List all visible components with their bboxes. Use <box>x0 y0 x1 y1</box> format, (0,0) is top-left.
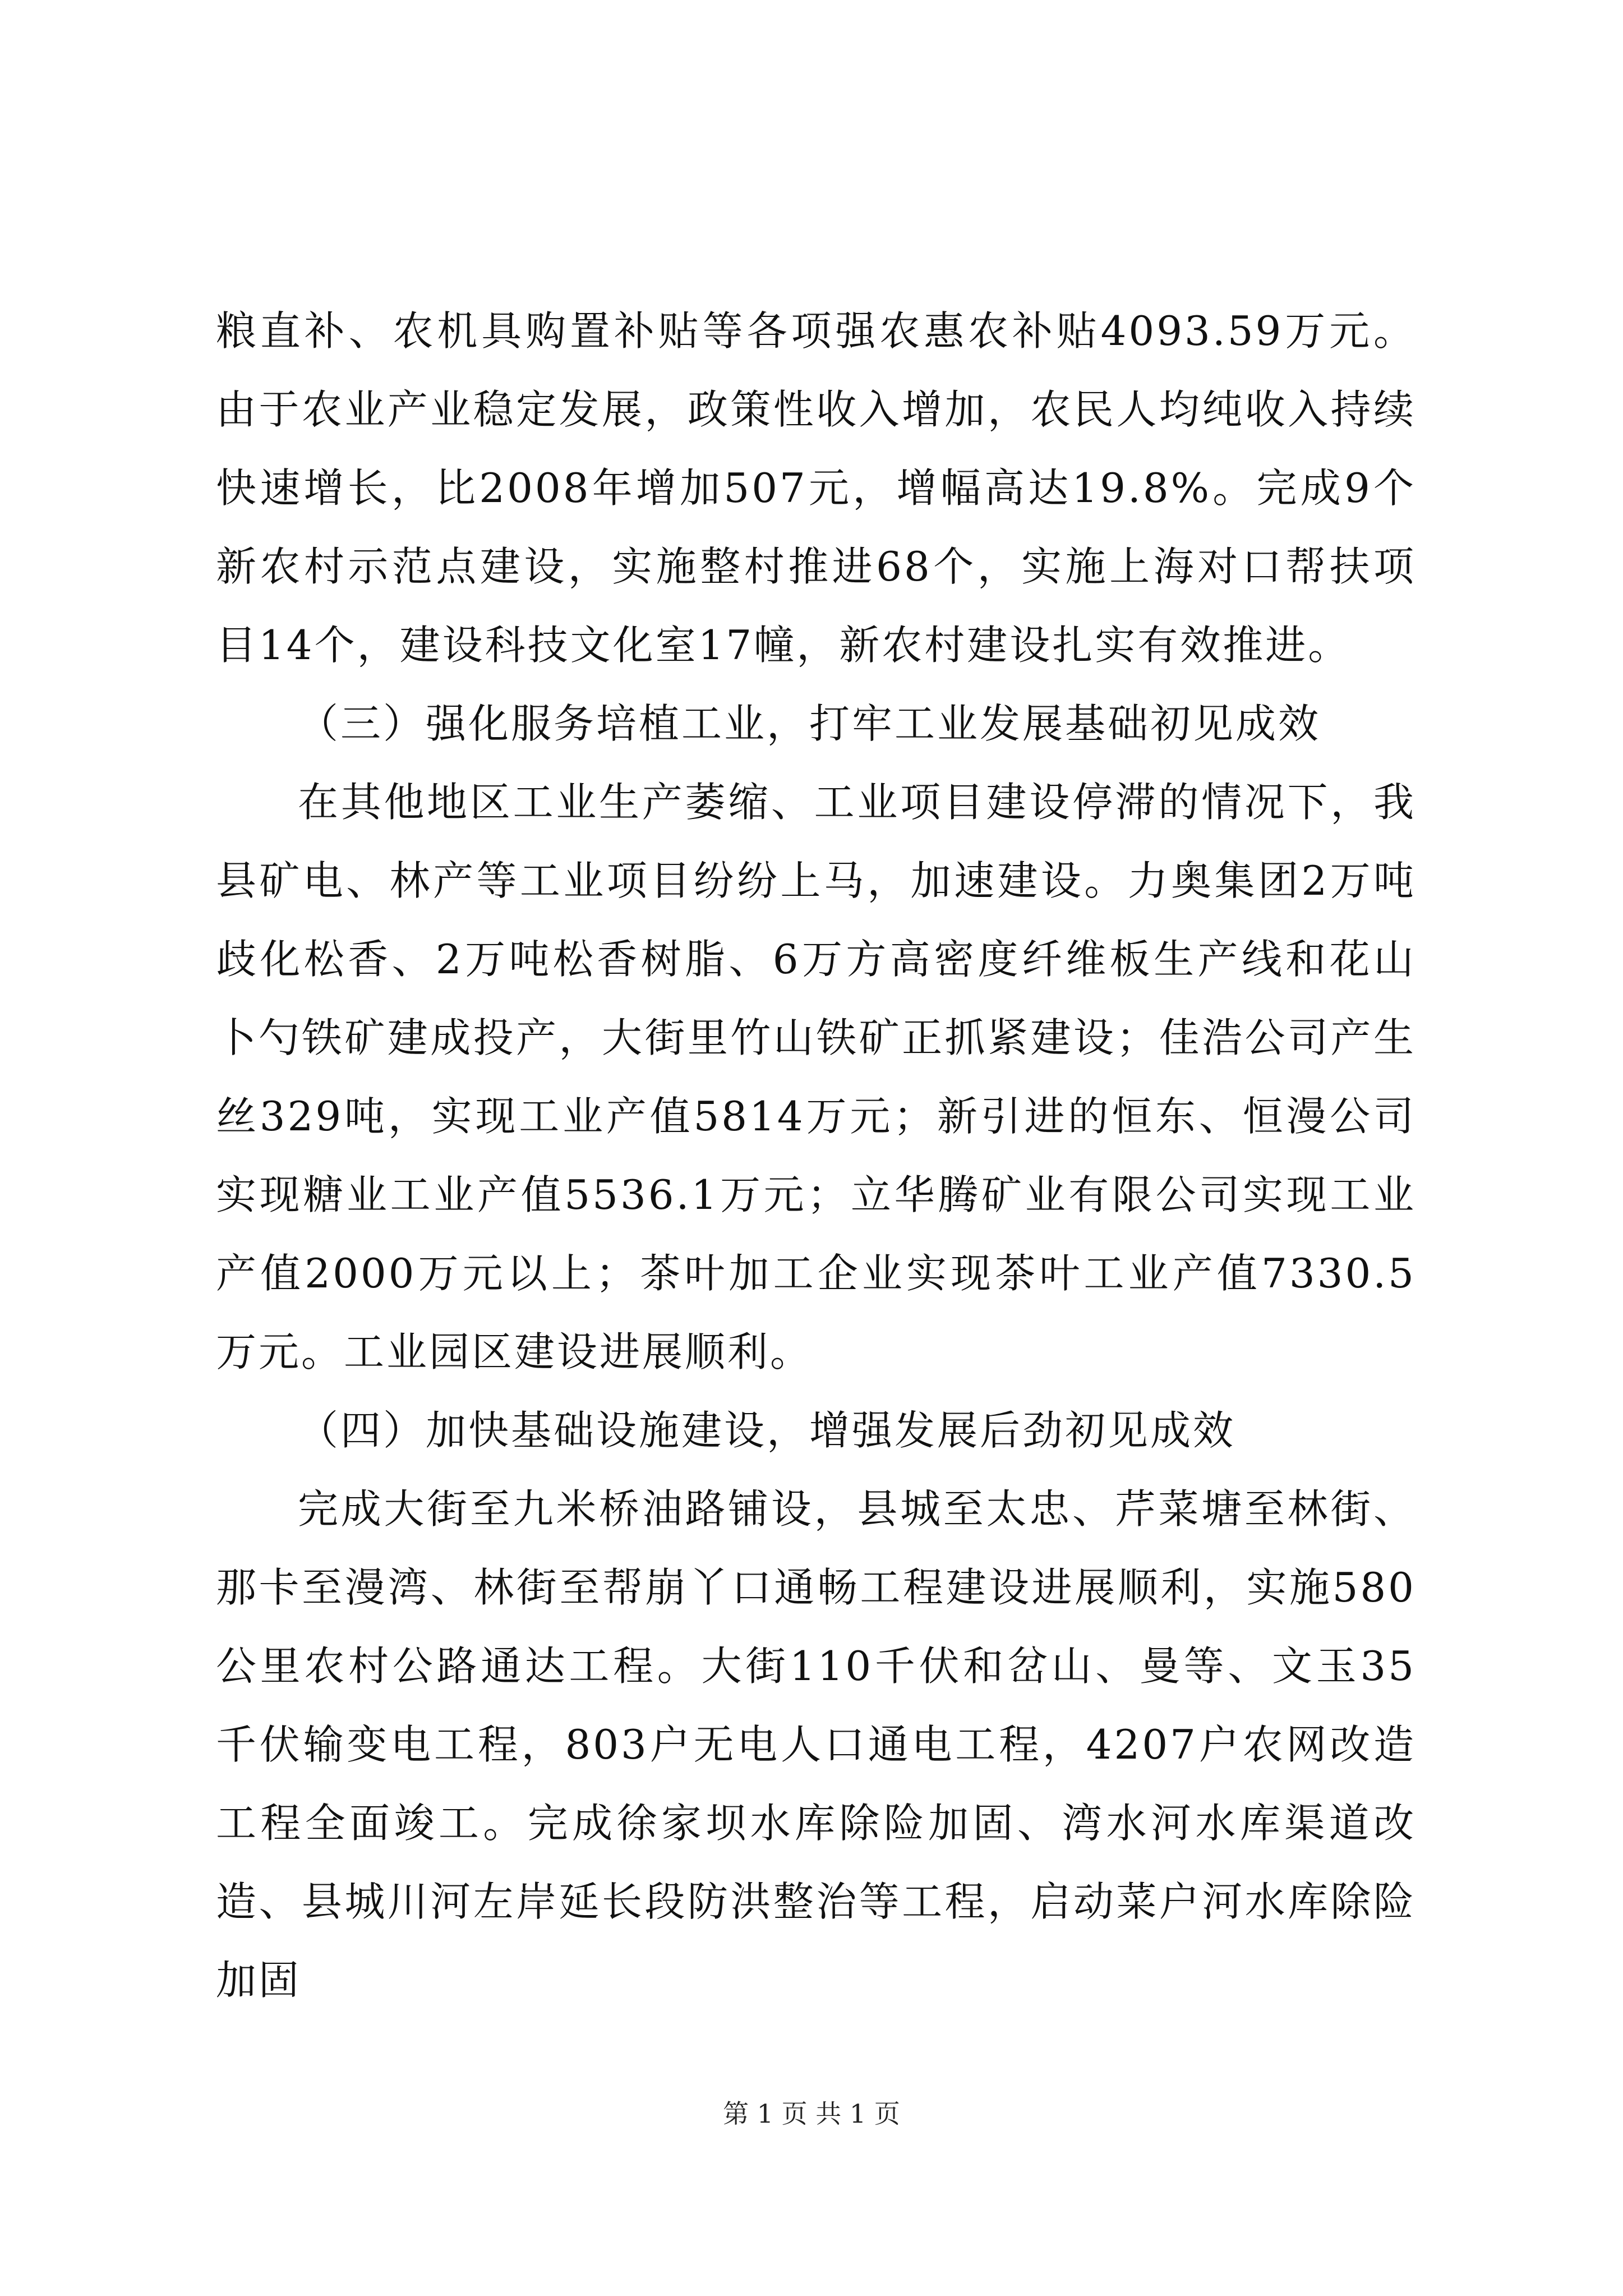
section-heading-3: （三）强化服务培植工业，打牢工业发展基础初见成效 <box>298 700 1321 747</box>
paragraph-infrastructure: 完成大街至九米桥油路铺设，县城至太忠、芹菜塘至林街、那卡至漫湾、林街至帮崩丫口通畅工程建设进展顺利，实施580公里农村公路通达工程。大街110千伏和岔山、曼等、文玉35千伏输变电工程，803户无电人口通电工程，4207户农网改造工程全面竣工。完成徐家坝水库除险加固、湾水河水库渠道改造、县城川河左岸延长段防洪整治等工程，启动菜户河水库除险加固 <box>216 1485 1416 2004</box>
section-heading-4: （四）加快基础设施建设，增强发展后劲初见成效 <box>298 1407 1236 1454</box>
page-footer: 第 1 页 共 1 页 <box>723 2099 900 2129</box>
paragraph-subsidies: 粮直补、农机具购置补贴等各项强农惠农补贴4093.59万元。由于农业产业稳定发展，政策性收入增加，农民人均纯收入持续快速增长，比2008年增加507元，增幅高达19.8%。完成9个新农村示范点建设，实施整村推进68个，实施上海对口帮扶项目14个，建设科技文化室17幢，新农村建设扎实有效推进。 <box>216 307 1416 669</box>
document-body <box>216 292 1416 2019</box>
paragraph-industry: 在其他地区工业生产萎缩、工业项目建设停滞的情况下，我县矿电、林产等工业项目纷纷上马，加速建设。力奥集团2万吨歧化松香、2万吨松香树脂、6万方高密度纤维板生产线和花山卜勺铁矿建成投产，大街里竹山铁矿正抓紧建设；佳浩公司产生丝329吨，实现工业产值5814万元；新引进的恒东、恒漫公司实现糖业工业产值5536.1万元；立华腾矿业有限公司实现工业产值2000万元以上；茶叶加工企业实现茶叶工业产值7330.5万元。工业园区建设进展顺利。 <box>216 779 1416 1375</box>
